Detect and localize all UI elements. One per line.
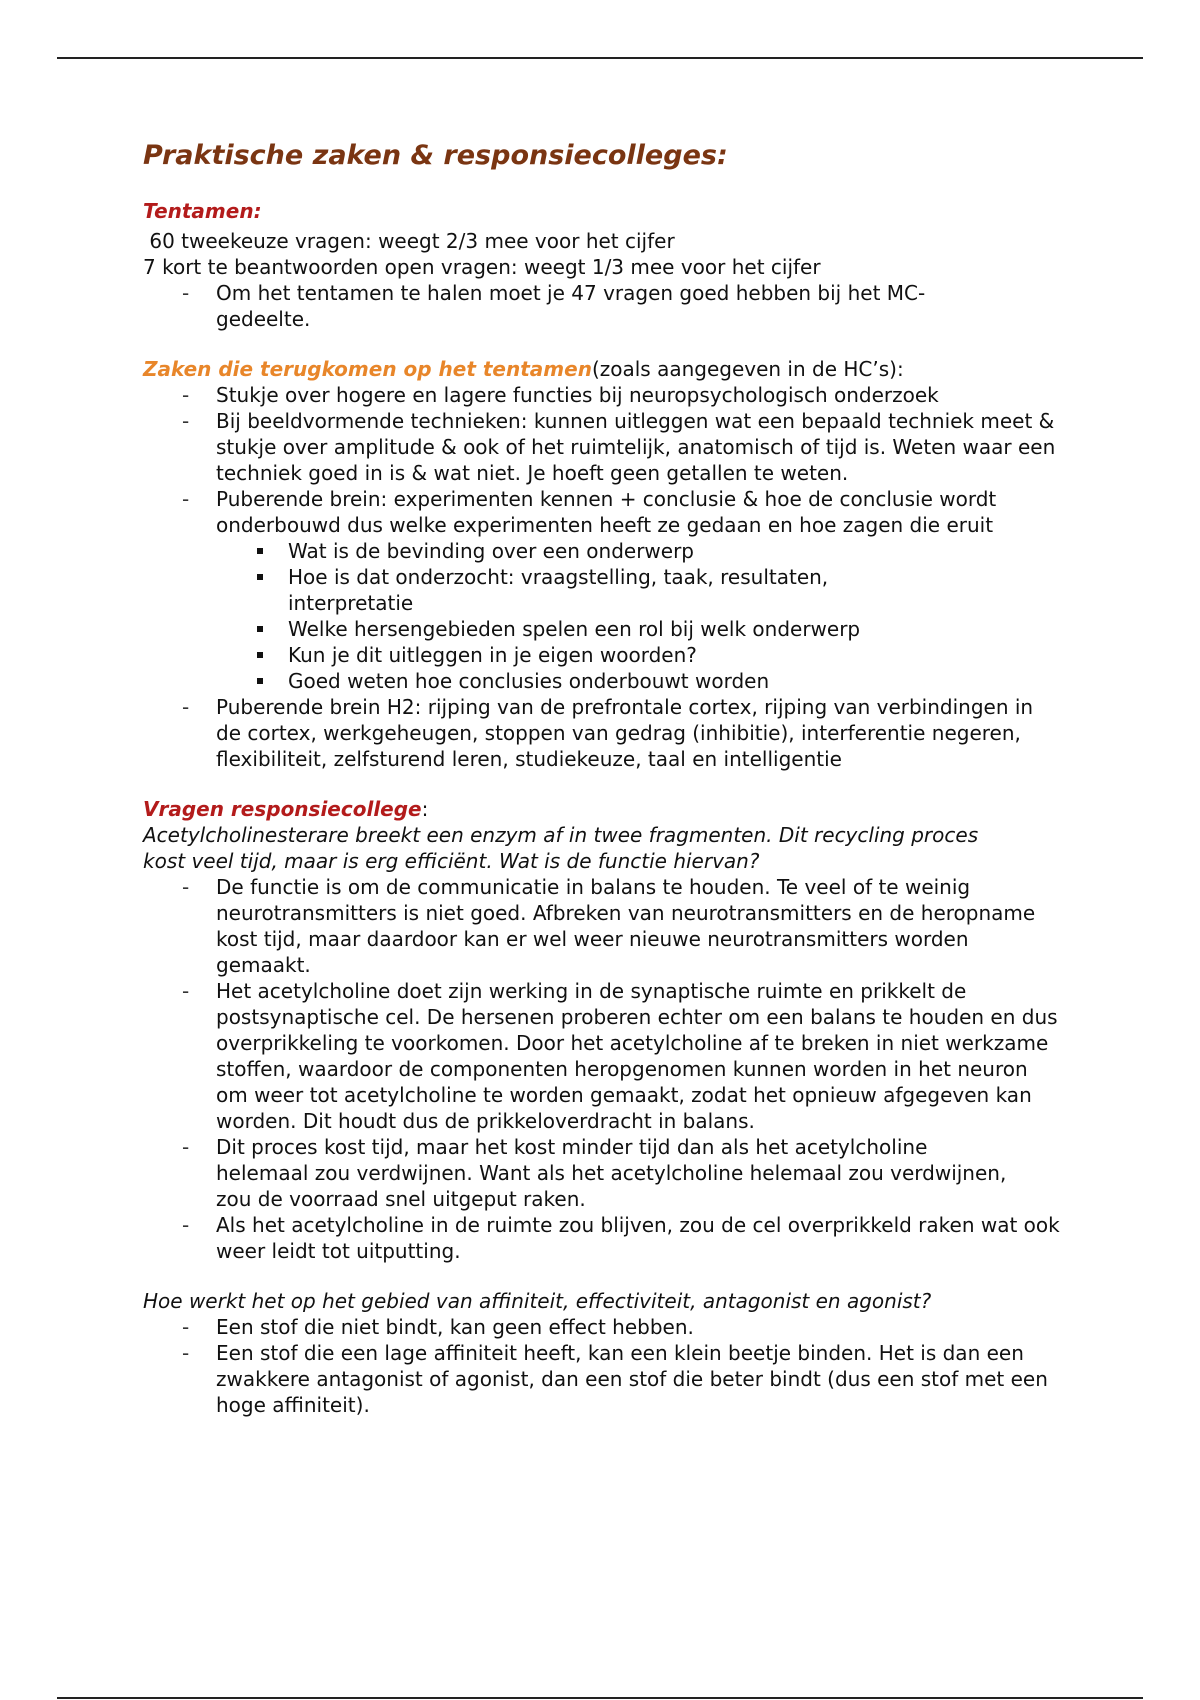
zaken-subbullets: [143, 538, 928, 694]
document-body: [143, 138, 1063, 1418]
tentamen-line: 7 kort te beantwoorden open vragen: weegt 1/3 mee voor het cijfer: [143, 255, 821, 279]
zaken-section: [143, 356, 1063, 772]
bottom-rule: [57, 1697, 1143, 1699]
sub-list-item: Wat is de bevinding over een onderwerp: [288, 538, 928, 564]
sub-list-item: Hoe is dat onderzocht: vraagstelling, taak, resultaten, interpretatie: [288, 564, 928, 616]
vragen-heading: Vragen responsiecollege: [143, 797, 422, 821]
answer-2-bullets: [143, 1314, 1063, 1418]
question-1: Acetylcholinesterare breekt een enzym af in twee fragmenten. Dit recycling proces kost veel tijd, maar is erg efficiënt. Wat is de functie hiervan?: [143, 823, 979, 873]
list-item: - Het acetylcholine doet zijn werking in de synaptische ruimte en prikkelt de postsynaptische cel. De hersenen proberen echter om een balans te houden en dus overprikkeling te voorkomen. Door het acetylcholine af te breken in niet werkzame stoffen, waardoor de componenten heropgenomen kunnen worden in het neuron om weer tot acetylcholine te worden gemaakt, zodat het opnieuw afgegeven kan worden. Dit houdt dus de prikkeloverdracht in balans.: [216, 978, 1063, 1134]
tentamen-section: [143, 198, 1063, 332]
list-item: - Als het acetylcholine in de ruimte zou blijven, zou de cel overprikkeld raken wat ook weer leidt tot uitputting.: [216, 1212, 1063, 1264]
zaken-bullets: [143, 382, 1063, 538]
list-item: - Stukje over hogere en lagere functies bij neuropsychologisch onderzoek: [216, 382, 1063, 408]
question-2: Hoe werkt het op het gebied van affiniteit, effectiviteit, antagonist en agonist?: [143, 1289, 932, 1313]
sub-list-item: Kun je dit uitleggen in je eigen woorden?: [288, 642, 928, 668]
top-rule: [57, 57, 1143, 59]
tentamen-heading: Tentamen:: [143, 199, 262, 223]
vragen-heading-line: [143, 796, 1063, 822]
vragen-heading-colon: :: [421, 797, 429, 821]
list-item: - Om het tentamen te halen moet je 47 vragen goed hebben bij het MC-gedeelte.: [216, 280, 976, 332]
tentamen-line: 60 tweekeuze vragen: weegt 2/3 mee voor het cijfer: [143, 229, 675, 253]
list-item: - Een stof die een lage affiniteit heeft, kan een klein beetje binden. Het is dan een zwakkere antagonist of agonist, dan een stof die beter bindt (dus een stof met een hoge affiniteit).: [216, 1340, 1063, 1418]
sub-list-item: Goed weten hoe conclusies onderbouwt worden: [288, 668, 928, 694]
zaken-heading: Zaken die terugkomen op het tentamen: [143, 357, 592, 381]
vragen-section: [143, 796, 1063, 1418]
sub-list-item: Welke hersengebieden spelen een rol bij welk onderwerp: [288, 616, 928, 642]
list-item: - Dit proces kost tijd, maar het kost minder tijd dan als het acetylcholine helemaal zou verdwijnen. Want als het acetylcholine helemaal zou verdwijnen, zou de voorraad snel uitgeput raken.: [216, 1134, 1016, 1212]
page-title: Praktische zaken & responsiecolleges:: [143, 140, 728, 171]
list-item: - Puberende brein H2: rijping van de prefrontale cortex, rijping van verbindingen in de cortex, werkgeheugen, stoppen van gedrag (inhibitie), interferentie negeren, flexibiliteit, zelfsturend leren, studiekeuze, taal en intelligentie: [216, 694, 1063, 772]
zaken-heading-line: [143, 356, 1063, 382]
zaken-bullets-2: [143, 694, 1063, 772]
list-item: - Een stof die niet bindt, kan geen effect hebben.: [216, 1314, 1063, 1340]
list-item: - Bij beeldvormende technieken: kunnen uitleggen wat een bepaald techniek meet & stukje over amplitude & ook of het ruimtelijk, anatomisch of tijd is. Weten waar een techniek goed in is & wat niet. Je hoeft geen getallen te weten.: [216, 408, 1063, 486]
list-item: - Puberende brein: experimenten kennen + conclusie & hoe de conclusie wordt onderbouwd dus welke experimenten heeft ze gedaan en hoe zagen die eruit: [216, 486, 1063, 538]
list-item: - De functie is om de communicatie in balans te houden. Te veel of te weinig neurotransmitters is niet goed. Afbreken van neurotransmitters en de heropname kost tijd, maar daardoor kan er wel weer nieuwe neurotransmitters worden gemaakt.: [216, 874, 1063, 978]
tentamen-bullets: [143, 280, 1063, 332]
answer-1-bullets: [143, 874, 1063, 1264]
zaken-heading-suffix: (zoals aangegeven in de HC’s):: [591, 357, 904, 381]
